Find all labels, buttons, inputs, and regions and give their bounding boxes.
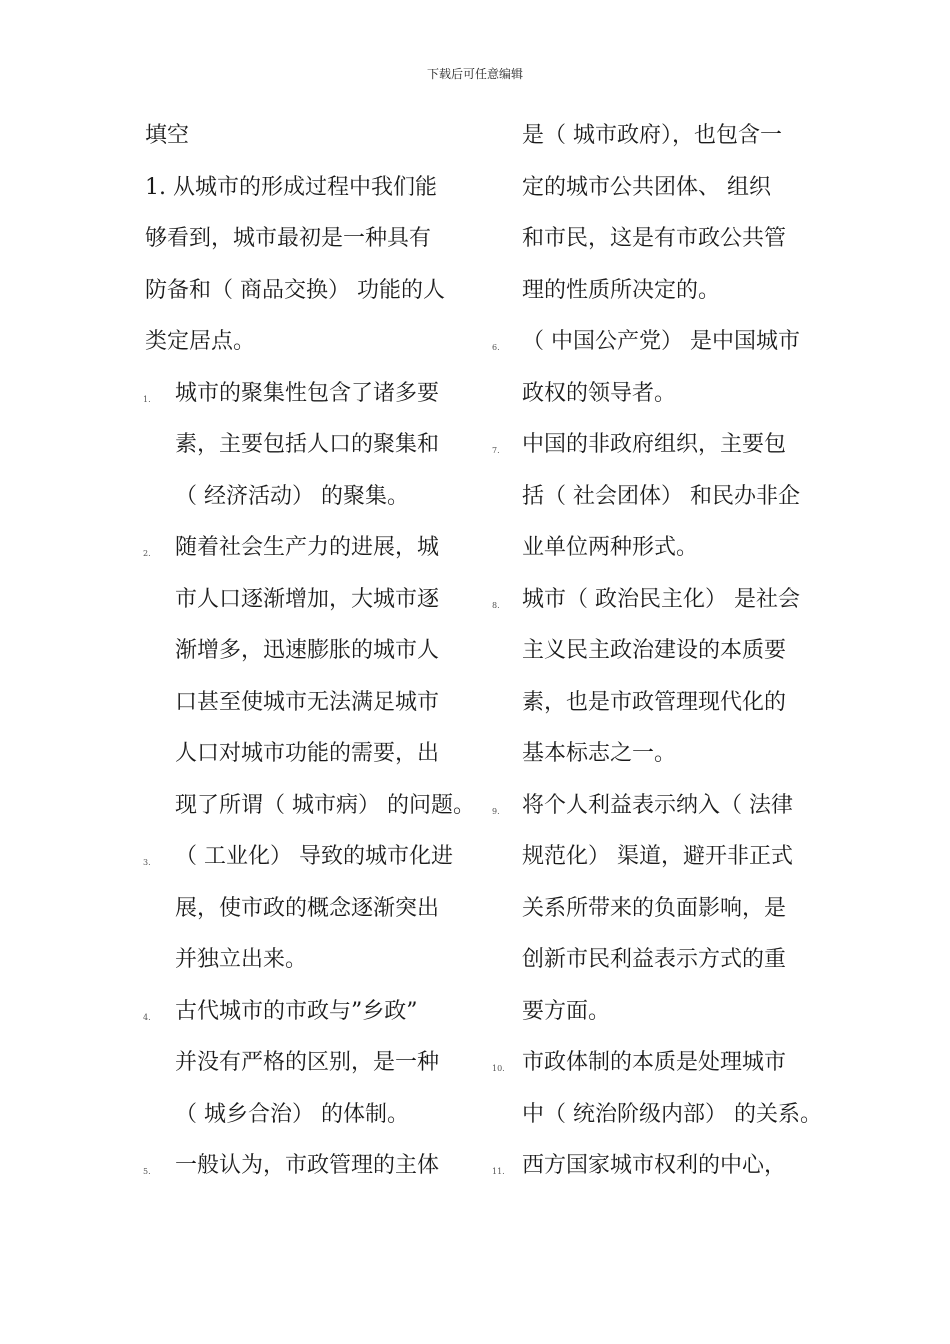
line-text: 规范化） 渠道，避开非正式 [522, 844, 793, 869]
line-text: 素，也是市政管理现代化的 [522, 689, 787, 715]
item-number: 6. [492, 343, 500, 352]
line-text: 中（ 统治阶级内部） 的关系。 [522, 1101, 822, 1127]
text-line [490, 574, 820, 626]
text-line [145, 316, 475, 368]
line-text: （ 工业化） 导致的城市化进 [175, 844, 453, 869]
line-text: （ 中国公产党） 是中国城市 [522, 329, 800, 354]
item-number: 10. [492, 1064, 505, 1073]
text-line [145, 522, 475, 574]
text-line [145, 162, 475, 214]
line-text: 城市（ 政治民主化） 是社会 [522, 586, 800, 612]
line-text: 填空 [145, 123, 190, 148]
line-text: 要方面。 [522, 998, 611, 1024]
text-line [145, 677, 475, 729]
line-text: 业单位两种形式。 [522, 535, 699, 560]
line-text: （ 经济活动） 的聚集。 [175, 483, 409, 509]
text-line [145, 625, 475, 677]
text-line [145, 780, 475, 832]
item-number: 4. [143, 1012, 151, 1022]
text-line [145, 110, 475, 162]
text-line [490, 780, 820, 832]
item-number: 3. [143, 858, 151, 867]
line-text: 市政体制的本质是处理城市 [522, 1050, 787, 1075]
text-line [490, 625, 820, 677]
text-line [145, 1140, 475, 1192]
item-number: 11. [492, 1167, 505, 1176]
line-text: 西方国家城市权利的中心， [522, 1153, 787, 1178]
line-text: 市人口逐渐增加，大城市逐 [175, 586, 440, 612]
line-text: 括（ 社会团体） 和民办非企 [522, 483, 800, 509]
left-column [145, 110, 475, 1192]
line-text: 随着社会生产力的进展，城 [175, 535, 440, 560]
line-text: 防备和（ 商品交换） 功能的人 [145, 277, 445, 303]
line-text: 现了所谓（ 城市病） 的问题。 [175, 792, 475, 818]
text-line [490, 368, 820, 420]
text-line [490, 1037, 820, 1089]
text-line [490, 1089, 820, 1141]
line-text: 1. 从城市的形成过程中我们能 [145, 174, 437, 200]
text-line [145, 213, 475, 265]
text-line [490, 728, 820, 780]
text-line [490, 110, 820, 162]
line-text: 定的城市公共团体、 组织 [522, 174, 771, 200]
line-text: 渐增多，迅速膨胀的城市人 [175, 638, 440, 663]
text-line [490, 1140, 820, 1192]
text-line [145, 986, 475, 1038]
page-header: 下载后可任意编辑 [426, 67, 523, 81]
text-line [145, 728, 475, 780]
text-line [145, 574, 475, 626]
line-text: 主义民主政治建设的本质要 [522, 638, 787, 663]
text-line [490, 986, 820, 1038]
item-number: 7. [492, 446, 500, 455]
text-line [490, 934, 820, 986]
line-text: 和市民，这是有市政公共管 [522, 226, 787, 251]
line-text: 古代城市的市政与”乡政” [175, 998, 418, 1024]
text-line [490, 265, 820, 317]
text-line [490, 316, 820, 368]
line-text: 城市的聚集性包含了诸多要 [175, 380, 440, 406]
line-text: 并没有严格的区别，是一种 [175, 1050, 440, 1075]
item-number: 2. [143, 549, 151, 558]
line-text: （ 城乡合治） 的体制。 [175, 1101, 409, 1127]
item-number: 5. [143, 1167, 151, 1176]
line-text: 口甚至使城市无法满足城市 [175, 689, 440, 715]
line-text: 并独立出来。 [175, 947, 308, 972]
line-text: 创新市民利益表示方式的重 [522, 947, 787, 972]
line-text: 展，使市政的概念逐渐突出 [175, 895, 440, 921]
line-text: 政权的领导者。 [522, 380, 677, 406]
item-number: 8. [492, 600, 500, 610]
text-line [145, 831, 475, 883]
item-number: 1. [143, 394, 151, 404]
line-text: 类定居点。 [145, 329, 256, 354]
text-line [490, 419, 820, 471]
line-text: 基本标志之一。 [522, 741, 677, 766]
text-line [145, 1037, 475, 1089]
right-column [490, 110, 820, 1192]
text-line [490, 883, 820, 935]
line-text: 是（ 城市政府），也包含一 [522, 123, 782, 148]
item-number: 9. [492, 806, 500, 816]
text-line [490, 471, 820, 523]
line-text: 中国的非政府组织，主要包 [522, 432, 787, 457]
text-line [490, 522, 820, 574]
text-line [145, 368, 475, 420]
text-line [145, 471, 475, 523]
text-line [145, 265, 475, 317]
line-text: 够看到，城市最初是一种具有 [145, 226, 432, 251]
line-text: 素，主要包括人口的聚集和 [175, 432, 440, 457]
text-line [490, 831, 820, 883]
line-text: 理的性质所决定的。 [522, 277, 721, 303]
line-text: 将个人利益表示纳入（ 法律 [522, 792, 793, 818]
text-line [490, 162, 820, 214]
text-line [145, 419, 475, 471]
line-text: 关系所带来的负面影响，是 [522, 895, 787, 921]
text-line [145, 883, 475, 935]
text-line [490, 677, 820, 729]
text-line [145, 1089, 475, 1141]
text-line [490, 213, 820, 265]
line-text: 人口对城市功能的需要，出 [175, 741, 440, 766]
text-line [145, 934, 475, 986]
line-text: 一般认为，市政管理的主体 [175, 1153, 440, 1178]
